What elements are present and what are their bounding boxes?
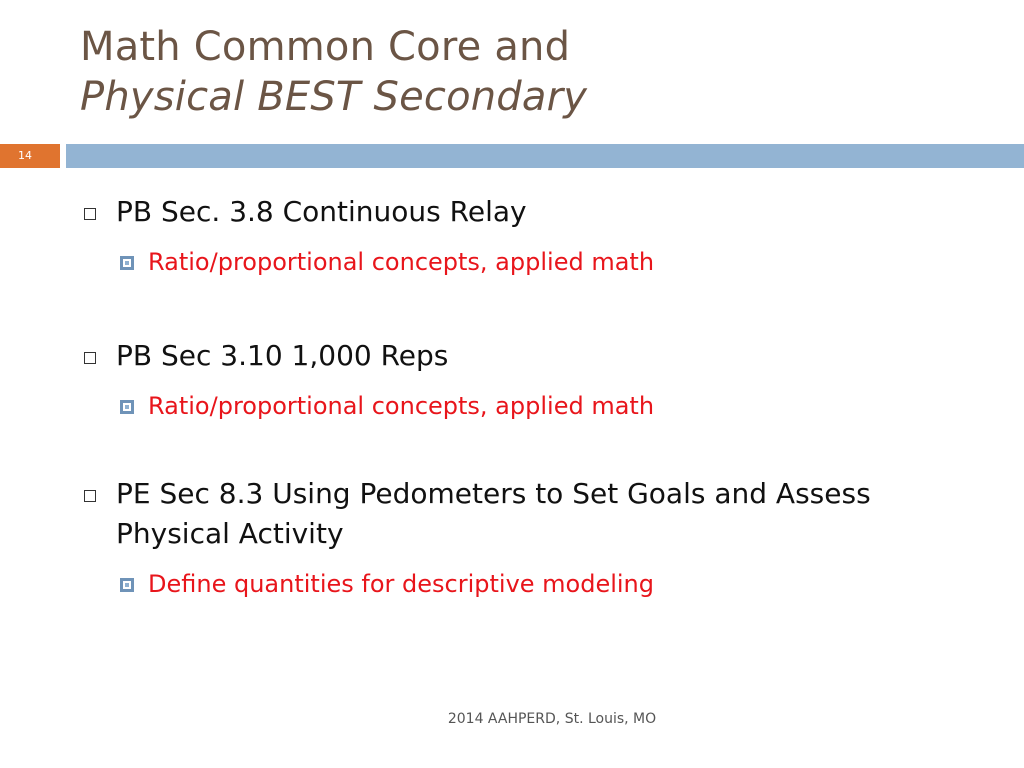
sub-bullet-text: Ratio/proportional concepts, applied math (148, 392, 655, 420)
title-line-2: Physical BEST Secondary (80, 74, 588, 120)
square-bullet-icon (120, 256, 134, 270)
sub-bullet-item (120, 390, 984, 422)
bullet-text: PB Sec. 3.8 Continuous Relay (116, 195, 527, 228)
bullet-item (84, 336, 984, 376)
bullet-text: PB Sec 3.10 1,000 Reps (116, 339, 449, 372)
title-line-1: Math Common Core and (80, 24, 571, 70)
sub-bullet-item (120, 246, 984, 278)
hollow-square-bullet-icon (84, 490, 96, 502)
slide-content (84, 192, 984, 658)
slide-footer: 2014 AAHPERD, St. Louis, MO (447, 711, 657, 727)
hollow-square-bullet-icon (84, 352, 96, 364)
bullet-text: PE Sec 8.3 Using Pedometers to Set Goals and Assess Physical Activity (116, 477, 871, 550)
bullet-group-1 (84, 192, 984, 278)
sub-bullet-text: Ratio/proportional concepts, applied math (148, 248, 655, 276)
bullet-item (84, 192, 984, 232)
sub-bullet-text: Define quantities for descriptive modeling (148, 570, 655, 598)
bullet-group-3 (84, 474, 984, 600)
sub-bullet-item (120, 568, 984, 600)
square-bullet-icon (120, 578, 134, 592)
bullet-item (84, 474, 916, 554)
slide-title (80, 22, 587, 122)
square-bullet-icon (120, 400, 134, 414)
bullet-group-2 (84, 336, 984, 422)
hollow-square-bullet-icon (84, 208, 96, 220)
title-divider-bar (66, 144, 1024, 168)
slide-number: 14 (0, 144, 60, 168)
